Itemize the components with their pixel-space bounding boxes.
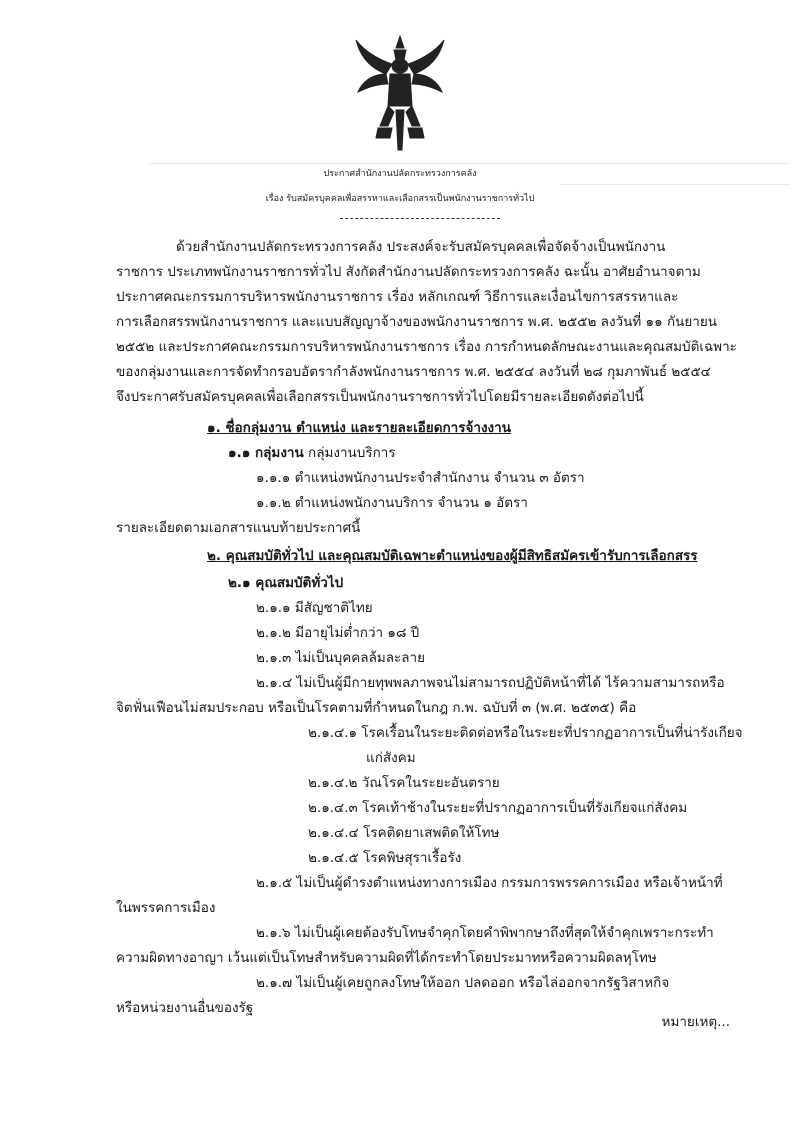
announcement-title: ประกาศสำนักงานปลัดกระทรวงการคลัง (323, 169, 477, 179)
group-value: กลุ่มงานบริการ (308, 445, 396, 461)
title-divider (340, 218, 500, 219)
disease-item: ๒.๑.๔.๔ โรคติดยาเสพติดให้โทษ (308, 825, 500, 841)
announcement-subject: เรื่อง รับสมัครบุคคลเพื่อสรรหาและเลือกสรรเป็นพนักงานราชการทั่วไป (265, 194, 535, 204)
intro-line: ด้วยสำนักงานปลัดกระทรวงการคลัง ประสงค์จะรับสมัครบุคคลเพื่อจัดจ้างเป็นพนักงาน (176, 239, 666, 255)
qualification-item-cont: ในพรรคการเมือง (116, 900, 216, 916)
disease-item-cont: แก่สังคม (366, 750, 416, 766)
intro-line: จึงประกาศรับสมัครบุคคลเพื่อเลือกสรรเป็นพนักงานราชการทั่วไปโดยมีรายละเอียดดังต่อไปนี้ (116, 389, 644, 405)
section-2-1-heading: ๒.๑ คุณสมบัติทั่วไป (228, 575, 344, 591)
disease-item: ๒.๑.๔.๑ โรคเรื้อนในระยะติดต่อหรือในระยะที่ปรากฏอาการเป็นที่น่ารังเกียจ (308, 725, 743, 741)
qualification-item: ๒.๑.๓ ไม่เป็นบุคคลล้มละลาย (256, 650, 426, 666)
qualification-item: ๒.๑.๑ มีสัญชาติไทย (256, 600, 373, 616)
attachment-note: รายละเอียดตามเอกสารแนบท้ายประกาศนี้ (116, 520, 361, 536)
intro-line: ประกาศคณะกรรมการบริหารพนักงานราชการ เรื่อง หลักเกณฑ์ วิธีการและเงื่อนไขการสรรหาและ (116, 289, 679, 305)
section-1-heading: ๑. ชื่อกลุ่มงาน ตำแหน่ง และรายละเอียดการจ้างงาน (207, 420, 511, 436)
disease-item: ๒.๑.๔.๕ โรคพิษสุราเรื้อรัง (308, 850, 462, 866)
qualification-item: ๒.๑.๖ ไม่เป็นผู้เคยต้องรับโทษจำคุกโดยคำพิพากษาถึงที่สุดให้จำคุกเพราะกระทำ (256, 925, 714, 941)
qualification-item-cont: ความผิดทางอาญา เว้นแต่เป็นโทษสำหรับความผิดที่ได้กระทำโดยประมาทหรือความผิดลหุโทษ (116, 950, 657, 966)
continuation-marker: หมายเหตุ... (661, 1014, 730, 1030)
qualification-item-cont: จิตฟั่นเฟือนไม่สมประกอบ หรือเป็นโรคตามที่กำหนดในกฎ ก.พ. ฉบับที่ ๓ (พ.ศ. ๒๕๓๕) คือ (116, 700, 637, 716)
garuda-emblem-icon (352, 34, 448, 154)
disease-item: ๒.๑.๔.๒ วัณโรคในระยะอันตราย (308, 775, 500, 791)
group-row (228, 443, 396, 463)
qualification-item: ๒.๑.๔ ไม่เป็นผู้มีกายทุพพลภาพจนไม่สามารถปฏิบัติหน้าที่ได้ ไร้ความสามารถหรือ (256, 675, 725, 691)
intro-line: การเลือกสรรพนักงานราชการ และแบบสัญญาจ้างของพนักงานราชการ พ.ศ. ๒๕๕๒ ลงวันที่ ๑๑ กันยายน (116, 314, 717, 330)
qualification-item-cont: หรือหน่วยงานอื่นของรัฐ (116, 1000, 254, 1016)
intro-line: ๒๕๕๒ และประกาศคณะกรรมการบริหารพนักงานราชการ เรื่อง การกำหนดลักษณะงานและคุณสมบัติเฉพาะ (116, 339, 737, 355)
qualification-item: ๒.๑.๒ มีอายุไม่ต่ำกว่า ๑๘ ปี (256, 625, 420, 641)
position-item: ๑.๑.๒ ตำแหน่งพนักงานบริการ จำนวน ๑ อัตรา (256, 495, 528, 511)
section-2-heading: ๒. คุณสมบัติทั่วไป และคุณสมบัติเฉพาะตำแหน่งของผู้มีสิทธิสมัครเข้ารับการเลือกสรร (207, 548, 698, 564)
disease-item: ๒.๑.๔.๓ โรคเท้าช้างในระยะที่ปรากฏอาการเป็นที่รังเกียจแก่สังคม (308, 800, 688, 816)
position-item: ๑.๑.๑ ตำแหน่งพนักงานประจำสำนักงาน จำนวน ๓ อัตรา (256, 470, 585, 486)
intro-line: ของกลุ่มงานและการจัดทำกรอบอัตรากำลังพนักงานราชการ พ.ศ. ๒๕๕๔ ลงวันที่ ๒๘ กุมภาพันธ์ ๒๕๕๔ (116, 364, 711, 380)
intro-line: ราชการ ประเภทพนักงานราชการทั่วไป สังกัดสำนักงานปลัดกระทรวงการคลัง ฉะนั้น อาศัยอำนาจตาม (116, 264, 701, 280)
group-label: ๑.๑ กลุ่มงาน (228, 445, 304, 461)
qualification-item: ๒.๑.๕ ไม่เป็นผู้ดำรงตำแหน่งทางการเมือง กรรมการพรรคการเมือง หรือเจ้าหน้าที่ (256, 875, 723, 891)
qualification-item: ๒.๑.๗ ไม่เป็นผู้เคยถูกลงโทษให้ออก ปลดออก หรือไล่ออกจากรัฐวิสาหกิจ (256, 975, 670, 991)
